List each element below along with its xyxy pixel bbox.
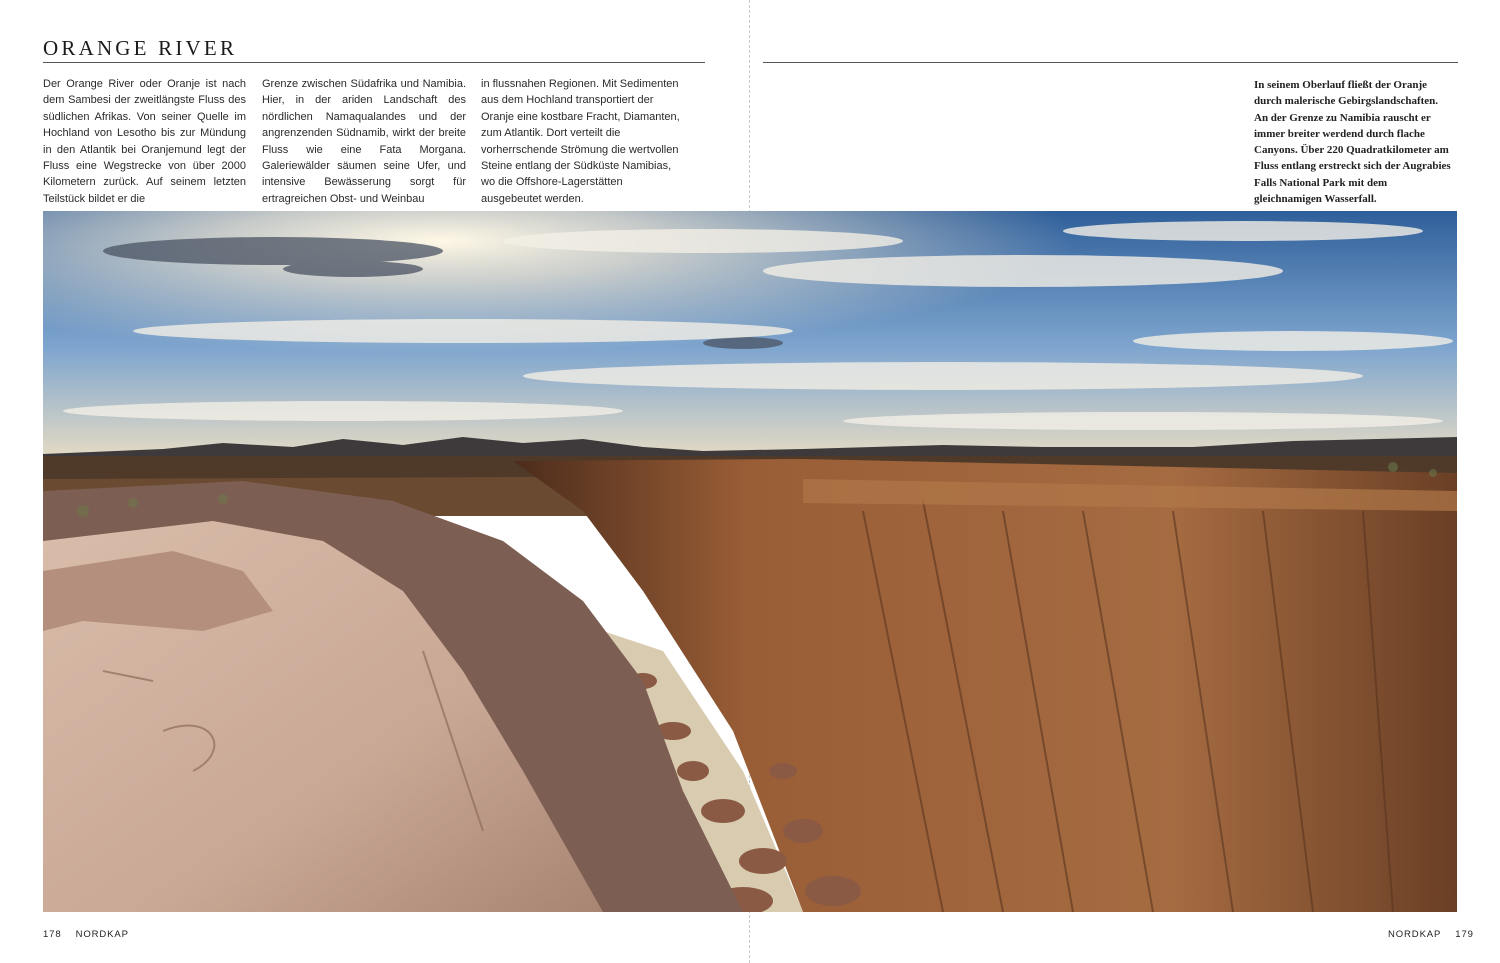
section-label-left: NORDKAP — [75, 929, 129, 940]
canyon-photo — [43, 211, 1457, 912]
body-text-column-3: in flussnahen Regionen. Mit Sedimenten aus dem Hochland transportiert der Oranje eine kostbare Fracht, Diamanten, zum Atlantik. Dort verteilt die vorherrschende Strömung die wertvollen Steine entlang der Südküste Namibias, wo die Offshore-Lagerstätten ausgebeutet werden. — [481, 78, 680, 205]
canyon-photo-illustration — [43, 211, 1457, 912]
photo-caption: In seinem Oberlauf fließt der Oranje durch malerische Gebirgslandschaften. An der Grenze zu Namibia rauscht er immer breiter werdend durch flache Canyons. Über 220 Quadratkilometer am Fluss entlang erstreckt sich der Augrabies Falls National Park mit dem gleichnamigen Wasserfall. — [1254, 79, 1451, 206]
body-text-column-1: Der Orange River oder Oranje ist nach dem Sambesi der zweitlängste Fluss des südlichen Afrikas. Von seiner Quelle im Hochland von Lesotho bis zur Mündung in den Atlantik bei Oranjemund legt der Fluss eine Wegstrecke von über 2000 Kilometern zurück. Auf seinem letzten Teilstück bildet er die — [43, 78, 246, 205]
title-rule-left — [43, 62, 705, 63]
title-rule-right — [763, 62, 1458, 63]
section-label-right: NORDKAP — [1388, 929, 1442, 940]
page-number-left: 178 — [43, 929, 62, 940]
footer-left — [43, 929, 129, 940]
footer-right — [1388, 929, 1474, 940]
page-number-right: 179 — [1455, 929, 1474, 940]
page-title: ORANGE RIVER — [43, 36, 238, 60]
body-text-column-2: Grenze zwischen Südafrika und Namibia. Hier, in der ariden Landschaft des nördlichen Namaqualandes und der angrenzenden Südnamib, wirkt der breite Fluss wie eine Fata Morgana. Galeriewälder säumen seine Ufer, und intensive Bewässerung sorgt für ertragreichen Obst- und Weinbau — [262, 78, 466, 205]
